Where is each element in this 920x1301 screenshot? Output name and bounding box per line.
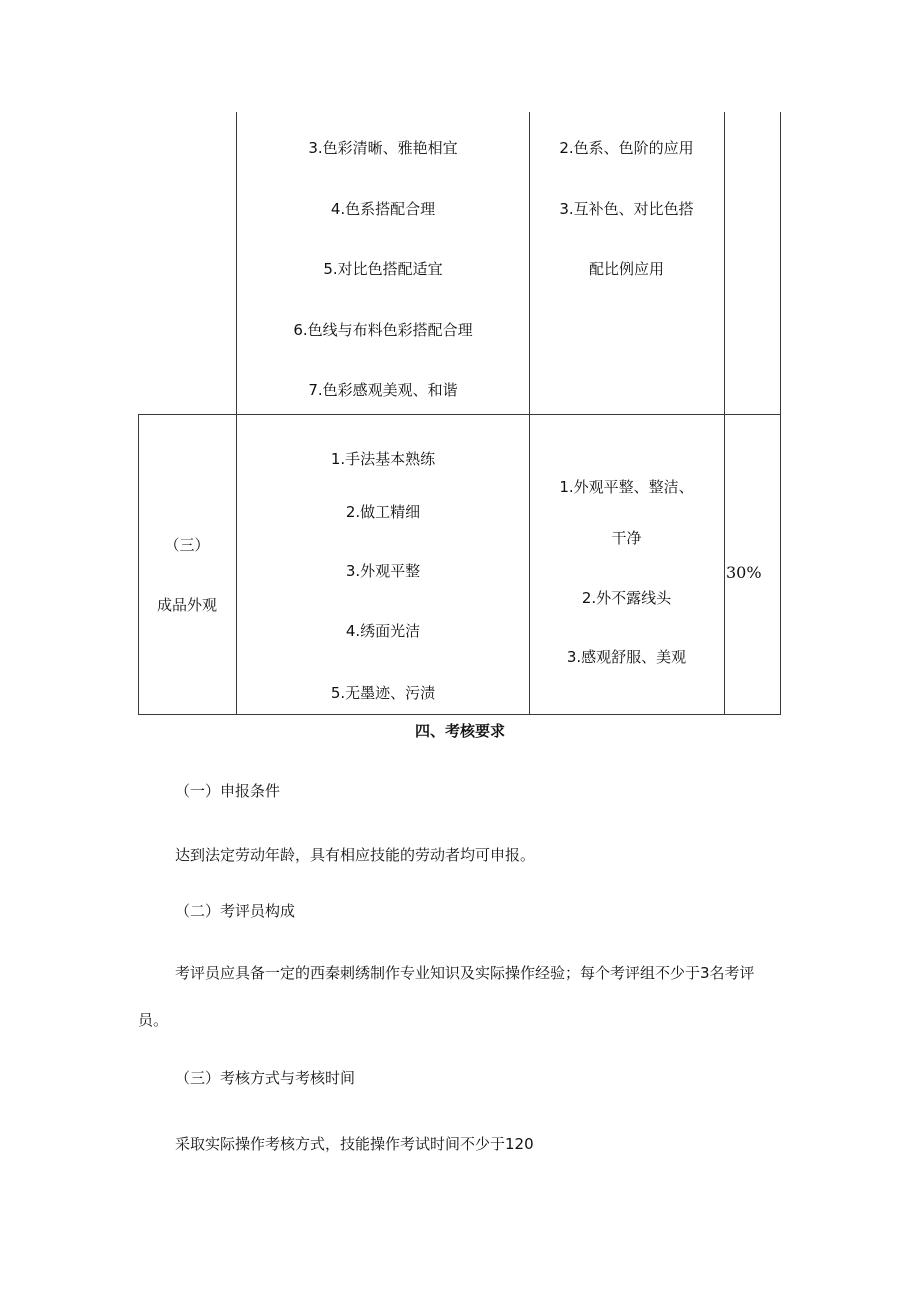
table-cell-points: 干净 <box>611 529 642 547</box>
table-cell-criteria: 4.色系搭配合理 <box>330 200 436 218</box>
paragraph-examiners-line1: 考评员应具备一定的西秦刺绣制作专业知识及实际操作经验；每个考评组不少于3名考评 <box>175 964 755 982</box>
table-cell-points: 3.感观舒服、美观 <box>566 648 687 666</box>
table-cell-criteria: 7.色彩感观美观、和谐 <box>308 381 458 399</box>
table-cell-item-name: 成品外观 <box>156 596 217 614</box>
table-cell-criteria: 6.色线与布料色彩搭配合理 <box>293 321 473 339</box>
table-cell-criteria: 4.绣面光洁 <box>345 622 421 640</box>
subsection-title-examiners: （二）考评员构成 <box>175 902 296 920</box>
table-border-left <box>138 414 139 715</box>
table-cell-points: 2.外不露线头 <box>581 589 672 607</box>
table-cell-criteria: 5.对比色搭配适宜 <box>323 260 443 278</box>
table-row-divider <box>138 414 781 415</box>
paragraph-application: 达到法定劳动年龄，具有相应技能的劳动者均可申报。 <box>175 846 536 864</box>
table-cell-criteria: 3.外观平整 <box>345 562 421 580</box>
table-cell-criteria: 3.色彩清晰、雅艳相宜 <box>308 139 458 157</box>
paragraph-method-time: 采取实际操作考核方式，技能操作考试时间不少于120 <box>175 1135 534 1153</box>
subsection-title-method-time: （三）考核方式与考核时间 <box>175 1069 356 1087</box>
table-cell-index: （三） <box>164 536 210 554</box>
table-cell-points: 3.互补色、对比色搭 <box>559 200 694 218</box>
table-cell-criteria: 5.无墨迹、污渍 <box>330 684 436 702</box>
table-border-bottom <box>138 714 781 715</box>
table-cell-points: 配比例应用 <box>588 260 664 278</box>
table-cell-points: 2.色系、色阶的应用 <box>559 139 694 157</box>
table-cell-criteria: 2.做工精细 <box>345 503 421 521</box>
table-cell-points: 1.外观平整、整洁、 <box>559 478 694 496</box>
table-cell-criteria: 1.手法基本熟练 <box>330 450 436 468</box>
section-heading: 四、考核要求 <box>414 722 505 740</box>
subsection-title-application: （一）申报条件 <box>175 782 281 800</box>
table-cell-weight: 30% <box>726 563 762 582</box>
paragraph-examiners-line2: 员。 <box>138 1011 169 1029</box>
